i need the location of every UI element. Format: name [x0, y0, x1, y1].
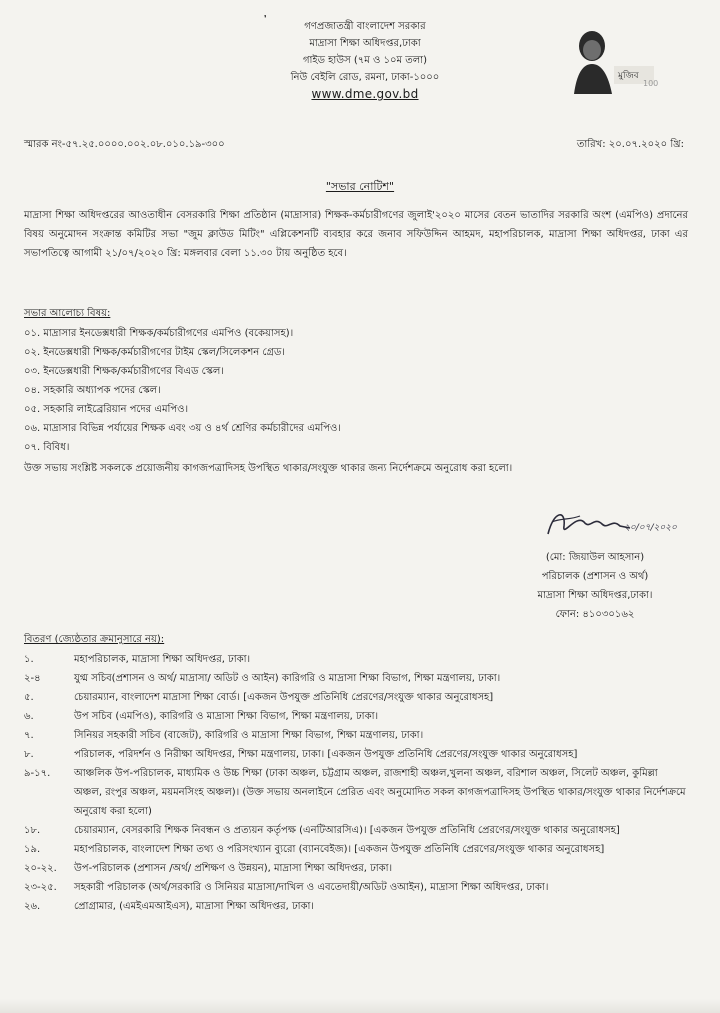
- distribution-item-text: চেয়ারম্যান, বাংলাদেশ মাদ্রাসা শিক্ষা বোর্ড। [একজন উপযুক্ত প্রতিনিধি প্রেরণের/সংযুক্ত থাকার অনুরোধসহ]: [74, 692, 494, 703]
- distribution-item: [24, 688, 688, 707]
- emblem-mark-icon: ❜: [264, 14, 267, 23]
- letterhead-line-address: নিউ বেইলি রোড, রমনা, ঢাকা-১০০০: [290, 72, 440, 83]
- signatory-title: পরিচালক (প্রশাসন ও অর্থ): [541, 571, 649, 582]
- agenda-list: [24, 324, 684, 457]
- agenda-item: ০৭. বিবিধ।: [24, 442, 70, 453]
- distribution-item-number: ৫.: [24, 692, 34, 703]
- memo-date: তারিখ: ২০.০৭.২০২০ খ্রি:: [576, 139, 684, 150]
- distribution-item-number: ২০-২২.: [24, 863, 57, 874]
- distribution-item-text: আঞ্চলিক উপ-পরিচালক, মাধ্যমিক ও উচ্চ শিক্ষা (ঢাকা অঞ্চল, চট্টগ্রাম অঞ্চল, রাজশাহী অঞ্চল,খুলনা অঞ্চল, বরিশাল অঞ্চল, সিলেট অঞ্চল, কুমিল্লা অঞ্চল, রংপুর অঞ্চল, ময়মনসিংহ অঞ্চল)। (উক্ত সভায় অনলাইনে প্রেরিত এবং অনুমোদিত সকল কাগজপত্রাদিসহ উপস্থিত থাকার/সংযুক্ত থাকার নির্দেশক্রমে অনুরোধ করা হলো): [74, 768, 686, 817]
- distribution-item-text: উপ সচিব (এমপিও), কারিগরি ও মাদ্রাসা শিক্ষা বিভাগ, শিক্ষা মন্ত্রণালয়, ঢাকা।: [74, 711, 379, 722]
- mujib-portrait-logo: [568, 20, 659, 94]
- distribution-item: [24, 669, 688, 688]
- agenda-item: ০৪. সহকারি অধ্যাপক পদের স্কেল।: [24, 385, 161, 396]
- distribution-item-number: ১৯.: [24, 844, 41, 855]
- agenda-item: ০১. মাদ্রাসার ইনডেক্সধারী শিক্ষক/কর্মচারীগণের এমপিও (বকেয়াসহ)।: [24, 328, 294, 339]
- signatory-block: [500, 548, 690, 624]
- letterhead-line-government: গণপ্রজাতন্ত্রী বাংলাদেশ সরকার: [304, 21, 426, 32]
- agenda-item: ০৬. মাদ্রাসার বিভিন্ন পর্যায়ের শিক্ষক এবং ৩য় ও ৪র্থ শ্রেণির কর্মচারীদের এমপিও।: [24, 423, 341, 434]
- distribution-item: [24, 878, 688, 897]
- signatory-office: মাদ্রাসা শিক্ষা অধিদপ্তর,ঢাকা।: [537, 590, 653, 601]
- agenda-item: ০৫. সহকারি লাইব্রেরিয়ান পদের এমপিও।: [24, 404, 189, 415]
- website-link[interactable]: www.dme.gov.bd: [311, 87, 419, 101]
- handwritten-signature: [540, 504, 680, 546]
- notice-title-text: "সভার নোটিশ": [325, 180, 395, 193]
- closing-paragraph: উক্ত সভায় সংশ্লিষ্ট সকলকে প্রয়োজনীয় কাগজপত্রাদিসহ উপস্থিত থাকার/সংযুক্ত থাকার জন্য নির্দেশক্রমে অনুরোধ করা হলো।: [24, 463, 513, 474]
- page-bottom-edge: [0, 999, 720, 1013]
- intro-paragraph: মাদ্রাসা শিক্ষা অধিদপ্তরের আওতাধীন বেসরকারি শিক্ষা প্রতিষ্ঠান (মাদ্রাসার) শিক্ষক-কর্মচারীগণের জুলাই'২০২০ মাসের বেতন ভাতাদির সরকারি অংশ (এমপিও) প্রদানের বিষয় অনুমোদন সংক্রান্ত কমিটির সভা "জুম ক্লাউড মিটিং" এপ্লিকেশনটি ব্যবহার করে জনাব সফিউদ্দিন আহমদ, মহাপরিচালক, মাদ্রাসা শিক্ষা অধিদপ্তর, ঢাকা এর সভাপতিত্বে আগামী ২১/০৭/২০২০ খ্রি: মঙ্গলবার বেলা ১১.৩০ টায় অনুষ্ঠিত হবে।: [24, 210, 688, 259]
- distribution-item: [24, 840, 688, 859]
- distribution-item-number: ২৩-২৫.: [24, 882, 57, 893]
- signatory-phone: ফোন: ৪১০৩০১৬২: [555, 609, 635, 620]
- distribution-item-text: পরিচালক, পরিদর্শন ও নিরীক্ষা অধিদপ্তর, শিক্ষা মন্ত্রণালয়, ঢাকা। [একজন উপযুক্ত প্রতিনিধি প্রেরণের/সংযুক্ত থাকার অনুরোধসহ]: [74, 749, 578, 760]
- distribution-item-number: ২-৪: [24, 673, 41, 684]
- signature-date: ২০/০৭/২০২০: [624, 523, 677, 533]
- distribution-item-number: ২৬.: [24, 901, 41, 912]
- memo-number: স্মারক নং-৫৭.২৫.০০০০.০০২.০৮.০১০.১৯-৩০০: [24, 139, 225, 150]
- distribution-item: [24, 726, 688, 745]
- distribution-item: [24, 764, 688, 821]
- distribution-item-text: প্রোগ্রামার, (এমইএমআইএস), মাদ্রাসা শিক্ষা অধিদপ্তর, ঢাকা।: [74, 901, 315, 912]
- signatory-name: (মো: জিয়াউল আহসান): [545, 552, 645, 563]
- portrait-caption: মুজিব: [618, 71, 639, 81]
- distribution-heading: বিতরণ (জ্যেষ্ঠতার ক্রমানুসারে নয়):: [24, 634, 165, 645]
- distribution-item: [24, 650, 688, 669]
- letterhead-line-building: গাইড হাউস (৭ম ও ১০ম তলা): [302, 55, 428, 66]
- distribution-item-text: উপ-পরিচালক (প্রশাসন /অর্থ/ প্রশিক্ষণ ও উন্নয়ন), মাদ্রাসা শিক্ষা অধিদপ্তর, ঢাকা।: [74, 863, 393, 874]
- memo-reference-row: [24, 137, 684, 154]
- distribution-item-number: ১৮.: [24, 825, 41, 836]
- distribution-item-text: যুগ্ম সচিব(প্রশাসন ও অর্থ/ মাদ্রাসা/ অডিট ও আইন) কারিগরি ও মাদ্রাসা শিক্ষা বিভাগ, শিক্ষা মন্ত্রণালয়, ঢাকা।: [74, 673, 501, 684]
- distribution-item-text: মহাপরিচালক, বাংলাদেশ শিক্ষা তথ্য ও পরিসংখ্যান ব্যুরো (ব্যানবেইজ)। [একজন উপযুক্ত প্রতিনিধি প্রেরণের/সংযুক্ত থাকার অনুরোধসহ]: [74, 844, 605, 855]
- letterhead-line-office: মাদ্রাসা শিক্ষা অধিদপ্তর,ঢাকা: [309, 38, 421, 49]
- distribution-item-number: ৭.: [24, 730, 34, 741]
- distribution-item-text: মহাপরিচালক, মাদ্রাসা শিক্ষা অধিদপ্তর, ঢাকা।: [74, 654, 251, 665]
- distribution-item-number: ৬.: [24, 711, 34, 722]
- distribution-list: [24, 650, 688, 916]
- distribution-item-text: চেয়ারম্যান, বেসরকারি শিক্ষক নিবন্ধন ও প্রত্যয়ন কর্তৃপক্ষ (এনটিআরসিএ)। [একজন উপযুক্ত প্রতিনিধি প্রেরণের/সংযুক্ত থাকার অনুরোধসহ]: [74, 825, 620, 836]
- distribution-item: [24, 707, 688, 726]
- distribution-item: [24, 859, 688, 878]
- agenda-item: ০৩. ইনডেক্সধারী শিক্ষক/কর্মচারীগণের বিএড স্কেল।: [24, 366, 224, 377]
- distribution-item: [24, 821, 688, 840]
- distribution-item: [24, 745, 688, 764]
- letterhead: [255, 18, 475, 103]
- svg-text:100: 100: [643, 79, 659, 88]
- agenda-heading: সভার আলোচ্য বিষয়:: [24, 308, 111, 319]
- distribution-item-text: সিনিয়র সহকারী সচিব (বাজেট), কারিগরি ও মাদ্রাসা শিক্ষা বিভাগ, শিক্ষা মন্ত্রণালয়, ঢাকা।: [74, 730, 424, 741]
- distribution-item-number: ৮.: [24, 749, 34, 760]
- distribution-item-number: ১.: [24, 654, 34, 665]
- notice-title: [0, 178, 720, 197]
- agenda-item: ০২. ইনডেক্সধারী শিক্ষক/কর্মচারীগণের টাইম স্কেল/সিলেকশন গ্রেড।: [24, 347, 285, 358]
- distribution-item-number: ৯-১৭.: [24, 768, 51, 779]
- distribution-item-text: সহকারী পরিচালক (অর্থ/সরকারি ও সিনিয়র মাদ্রাসা/দাখিল ও এবতেদায়ী/অডিট ওআইন), মাদ্রাসা শিক্ষা অধিদপ্তর, ঢাকা।: [74, 882, 549, 893]
- distribution-item: [24, 897, 688, 916]
